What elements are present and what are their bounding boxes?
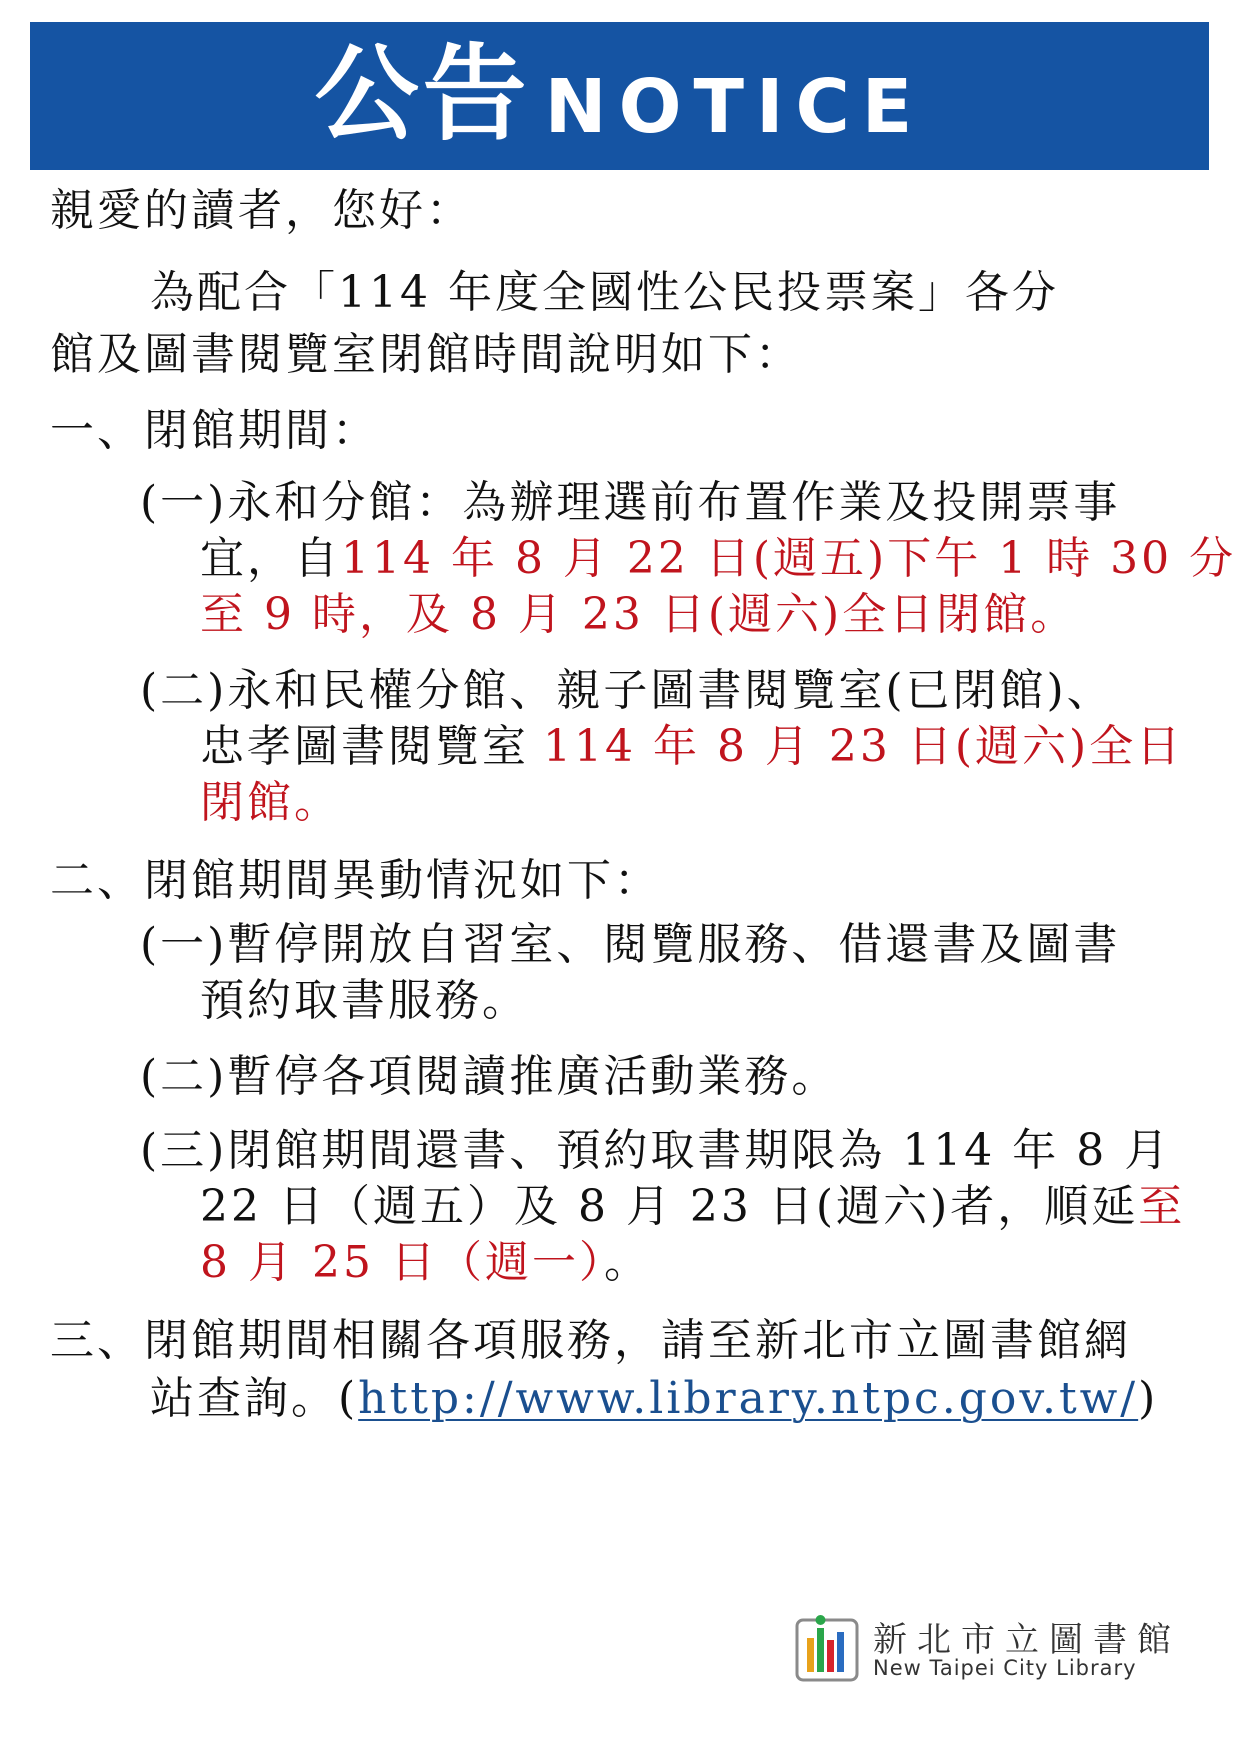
section1-item1-line2-text: 宜，自: [200, 533, 341, 584]
library-name-en: New Taipei City Library: [873, 1656, 1137, 1680]
extended-due-date: 8 月 25 日（週一）: [200, 1237, 604, 1288]
section2-item2-line1: (二)暫停各項閱讀推廣活動業務。: [140, 1051, 839, 1102]
section1-item2-line2-text: 忠孝圖書閱覽室: [200, 721, 529, 772]
section2-item3-line3-end: 。: [603, 1237, 651, 1288]
section2-item1-line1: (一)暫停開放自習室、閱覽服務、借還書及圖書: [140, 919, 1121, 970]
library-name-zh: 新北市立圖書館: [873, 1620, 1181, 1660]
notice-banner: [30, 22, 1209, 170]
section1-item1-line2: [200, 528, 1236, 590]
section2-item3-line3: [200, 1232, 651, 1294]
section3-line2-prefix: 站查詢。(: [150, 1373, 359, 1424]
greeting: 親愛的讀者，您好：: [50, 185, 473, 236]
section1-item2-line2: [200, 716, 1183, 778]
section2-item3-line1: (三)閉館期間還書、預約取書期限為 114 年 8 月: [140, 1125, 1172, 1176]
section2-item3-line2: [200, 1176, 1185, 1238]
closure-date-yonghe: 114 年 8 月 22 日(週五)下午 1 時 30 分: [341, 533, 1237, 584]
section3-line2-suffix: ): [1138, 1373, 1159, 1424]
closure-date-minquan: 114 年 8 月 23 日(週六)全日: [543, 721, 1184, 772]
section2-item3-line2-text: 22 日（週五）及 8 月 23 日(週六)者，順延: [200, 1181, 1139, 1232]
intro-line-1: 為配合「114 年度全國性公民投票案」各分: [150, 267, 1059, 318]
intro-line-2: 館及圖書閱覽室閉館時間說明如下：: [50, 329, 802, 380]
section3-line1: 三、閉館期間相關各項服務，請至新北市立圖書館網: [50, 1315, 1131, 1366]
section1-item1-line1: (一)永和分館：為辦理選前布置作業及投開票事: [140, 477, 1121, 528]
section2-heading: 二、閉館期間異動情況如下：: [50, 855, 661, 906]
section1-item2-line1: (二)永和民權分館、親子圖書閱覽室(已閉館)、: [140, 665, 1114, 716]
section2-item1-line2: 預約取書服務。: [200, 975, 529, 1026]
banner-title-en: NOTICE: [544, 64, 925, 150]
banner-title-zh: 公告: [314, 33, 531, 155]
library-logo-icon: [795, 1610, 859, 1682]
section1-item2-line3: 閉館。: [200, 777, 341, 828]
section1-heading: 一、閉館期間：: [50, 405, 379, 456]
library-logo: [795, 1610, 1181, 1690]
library-website-link[interactable]: http://www.library.ntpc.gov.tw/: [358, 1373, 1139, 1424]
section1-item1-line3: 至 9 時，及 8 月 23 日(週六)全日閉館。: [200, 589, 1078, 640]
section2-item3-line2-red: 至: [1138, 1181, 1186, 1232]
section3-line2: [150, 1368, 1158, 1430]
